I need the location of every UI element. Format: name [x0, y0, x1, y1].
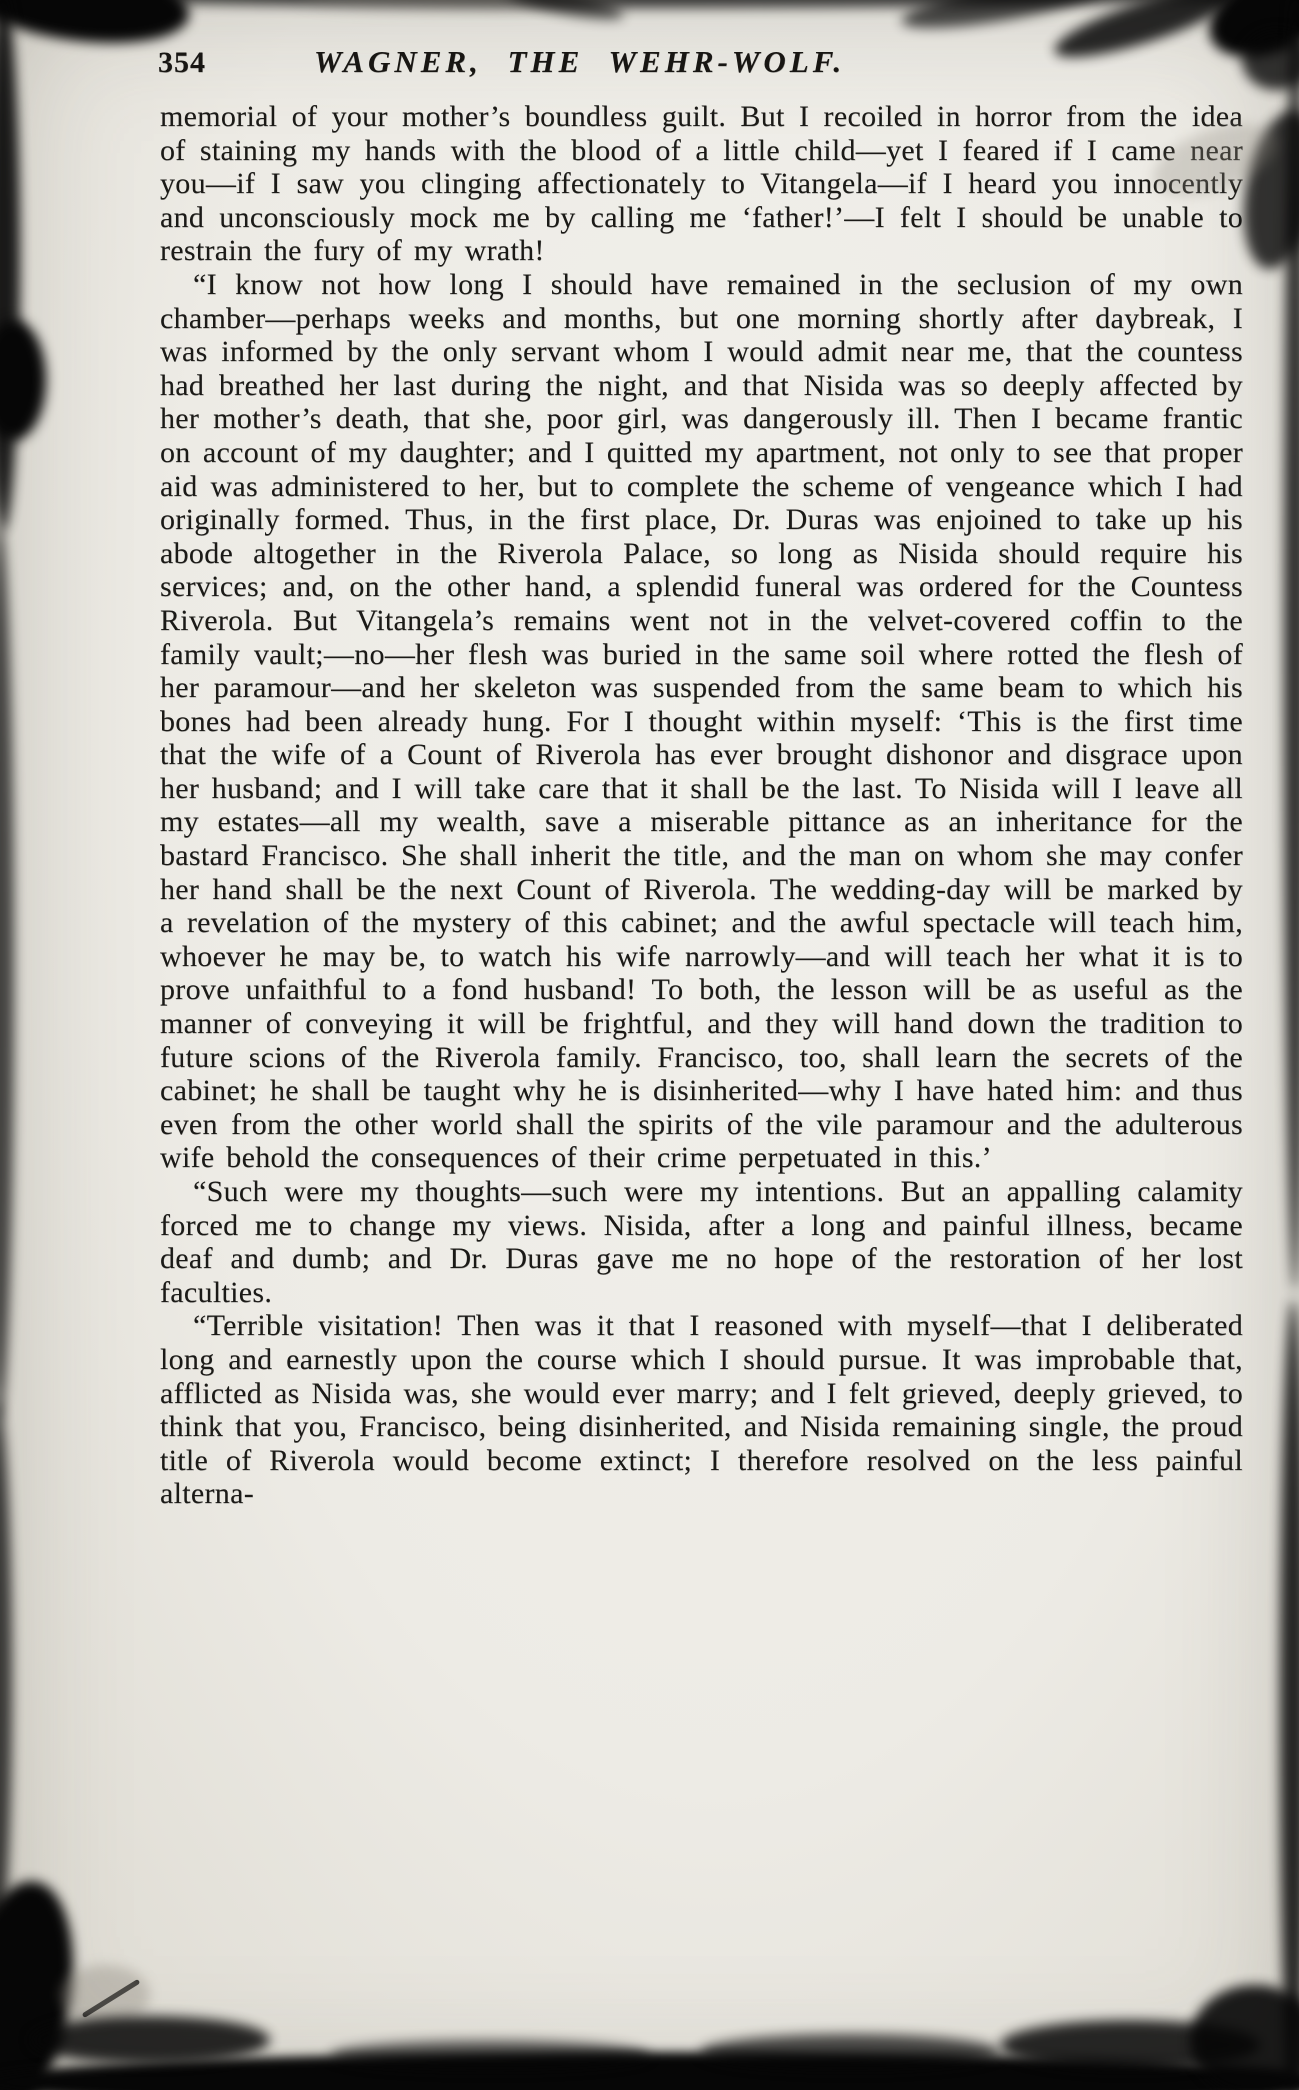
paragraph: “Such were my thoughts—such were my intentions. But an appalling calamity forced me to change my views. Nisida, after a long and painful illness, became deaf and dumb; and Dr. Duras gave me no hope of the restoration of her lost faculties. — [160, 1175, 1243, 1309]
running-title: WAGNER, THE WEHR-WOLF. — [314, 44, 846, 79]
scan-stain — [1284, 0, 1299, 1290]
paragraph: “I know not how long I should have remained in the seclusion of my own chamber—perhaps weeks and months, but one morning shortly after daybreak, I was informed by the only servant whom I would admit near me, that the countess had breathed her last during the night, and that Nisida was so deeply affected by her mother’s death, that she, poor girl, was dangerously ill. Then I became frantic on account of my daughter; and I quitted my apartment, not only to see that proper aid was administered to her, but to complete the scheme of vengeance which I had originally formed. Thus, in the first place, Dr. Duras was enjoined to take up his abode altogether in the Riverola Palace, so long as Nisida should require his services; and, on the other hand, a splendid funeral was ordered for the Countess Riverola. But Vitangela’s remains went not in the velvet-covered coffin to the family vault;—no—her flesh was buried in the same soil where rotted the flesh of her paramour—and her skeleton was suspended from the same beam to which his bones had been already hung. For I thought within myself: ‘This is the first time that the wife of a Count of Riverola has ever brought dishonor and disgrace upon her husband; and I will take care that it shall be the last. To Nisida will I leave all my estates—all my wealth, save a miserable pittance as an inheritance for the bastard Francisco. She shall inherit the title, and the man on whom she may confer her hand shall be the next Count of Riverola. The wedding-day will be marked by a revelation of the mystery of this cabinet; and the awful spectacle will teach him, whoever he may be, to watch his wife narrowly—and will teach her what it is to prove unfaithful to a fond husband! To both, the lesson will be as useful as the manner of conveying it will be frightful, and they will hand down the tradition to future scions of the Riverola family. Francisco, too, shall learn the secrets of the cabinet; he shall be taught why he is disinherited—why I have hated him: and thus even from the other world shall the spirits of the vile paramour and the adulterous wife behold the consequences of their crime perpetuated in this.’ — [160, 267, 1243, 1175]
scan-stain — [30, 2016, 270, 2064]
scan-stain — [1280, 1300, 1299, 2090]
paragraph: memorial of your mother’s boundless guilt. But I recoiled in horror from the idea of staining my hands with the blood of a little child—yet I feared if I came near you—if I saw you clinging affectionately to Vitangela—if I heard you innocently and unconsciously mock me by calling me ‘father!’—I felt I should be unable to restrain the fury of my wrath! — [160, 100, 1243, 268]
page-header — [158, 44, 845, 80]
scan-stain — [700, 2034, 1000, 2070]
paragraph: “Terrible visitation! Then was it that I reasoned with myself—that I deliberated long and earnestly upon the course which I should pursue. It was improbable that, afflicted as Nisida was, she would ever marry; and I felt grieved, deeply grieved, to think that you, Francisco, being disinherited, and Nisida remaining single, the proud title of Riverola would become extinct; I therefore resolved on the less painful alterna- — [160, 1309, 1243, 1511]
body-text — [160, 100, 1243, 1511]
page-number: 354 — [158, 46, 206, 79]
scan-stain — [330, 2040, 650, 2070]
